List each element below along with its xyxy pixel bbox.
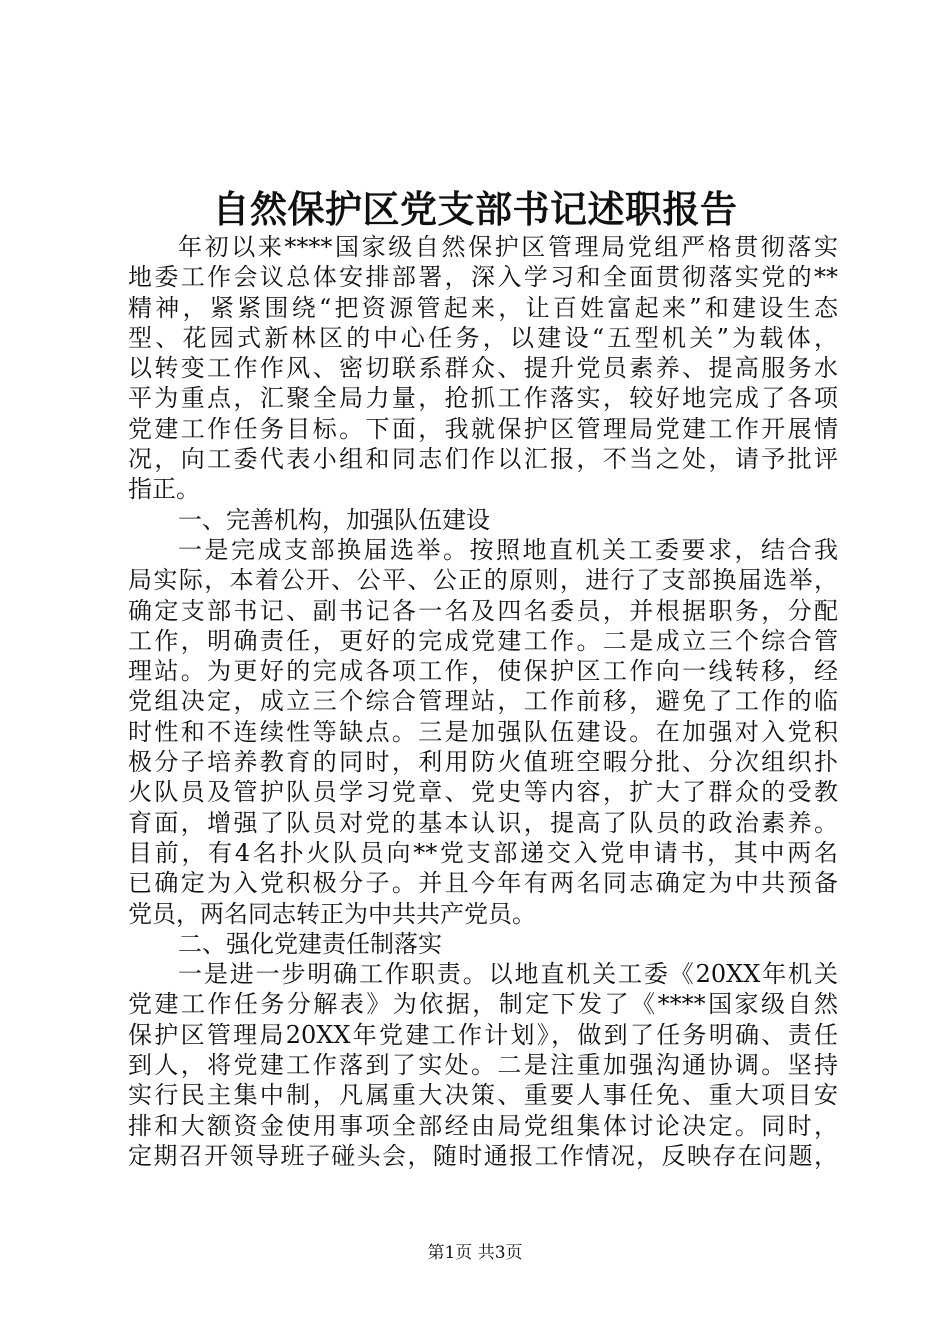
text-line: 指正。 bbox=[128, 475, 200, 504]
text-line: 年初以来****国家级自然保护区管理局党组严格贯彻落实 bbox=[178, 233, 838, 261]
text-line: 保护区管理局20XX年党建工作计划》，做到了任务明确、责任 bbox=[128, 1020, 838, 1049]
document-body bbox=[128, 232, 838, 1171]
text-line: 型、花园式新林区的中心任务，以建设“五型机关”为载体， bbox=[128, 323, 838, 352]
text-line: 局实际，本着公开、公平、公正的原则，进行了支部换届选举， bbox=[128, 566, 838, 595]
text-line: 定期召开领导班子碰头会，随时通报工作情况，反映存在问题， bbox=[128, 1141, 838, 1170]
text-line: 一是完成支部换届选举。按照地直机关工委要求，结合我 bbox=[178, 535, 838, 564]
text-line: 时性和不连续性等缺点。三是加强队伍建设。在加强对入党积 bbox=[128, 717, 838, 746]
text-line: 工作，明确责任，更好的完成党建工作。二是成立三个综合管 bbox=[128, 626, 838, 655]
text-line: 火队员及管护队员学习党章、党史等内容，扩大了群众的受教 bbox=[128, 778, 838, 807]
text-line: 党建工作任务目标。下面，我就保护区管理局党建工作开展情 bbox=[128, 414, 838, 443]
text-line: 精神，紧紧围绕“把资源管起来，让百姓富起来”和建设生态 bbox=[128, 293, 838, 322]
text-line: 党建工作任务分解表》为依据，制定下发了《****国家级自然 bbox=[128, 990, 838, 1019]
page-footer: 第1页 共3页 bbox=[427, 1243, 523, 1263]
text-line: 以转变工作作风、密切联系群众、提升党员素养、提高服务水 bbox=[128, 354, 838, 383]
text-line: 党员，两名同志转正为中共共产党员。 bbox=[128, 899, 536, 928]
text-line: 排和大额资金使用事项全部经由局党组集体讨论决定。同时， bbox=[128, 1111, 838, 1140]
text-line: 一是进一步明确工作职责。以地直机关工委《20XX年机关 bbox=[178, 960, 838, 989]
text-line: 平为重点，汇聚全局力量，抢抓工作落实，较好地完成了各项 bbox=[128, 384, 838, 413]
text-line: 地委工作会议总体安排部署，深入学习和全面贯彻落实党的** bbox=[128, 263, 838, 292]
text-line: 已确定为入党积极分子。并且今年有两名同志确定为中共预备 bbox=[128, 869, 838, 898]
text-line: 确定支部书记、副书记各一名及四名委员，并根据职务，分配 bbox=[128, 596, 838, 625]
document-title: 自然保护区党支部书记述职报告 bbox=[212, 187, 738, 231]
section-heading: 一、完善机构，加强队伍建设 bbox=[178, 505, 490, 534]
section-heading: 二、强化党建责任制落实 bbox=[178, 929, 442, 958]
text-line: 育面，增强了队员对党的基本认识，提高了队员的政治素养。 bbox=[128, 808, 838, 837]
text-line: 党组决定，成立三个综合管理站，工作前移，避免了工作的临 bbox=[128, 687, 838, 716]
text-line: 实行民主集中制，凡属重大决策、重要人事任免、重大项目安 bbox=[128, 1081, 838, 1110]
text-line: 理站。为更好的完成各项工作，使保护区工作向一线转移，经 bbox=[128, 657, 838, 686]
text-line: 况，向工委代表小组和同志们作以汇报，不当之处，请予批评 bbox=[128, 445, 838, 474]
text-line: 目前，有4名扑火队员向**党支部递交入党申请书，其中两名 bbox=[128, 838, 838, 867]
text-line: 极分子培养教育的同时，利用防火值班空暇分批、分次组织扑 bbox=[128, 748, 838, 777]
text-line: 到人，将党建工作落到了实处。二是注重加强沟通协调。坚持 bbox=[128, 1051, 838, 1080]
